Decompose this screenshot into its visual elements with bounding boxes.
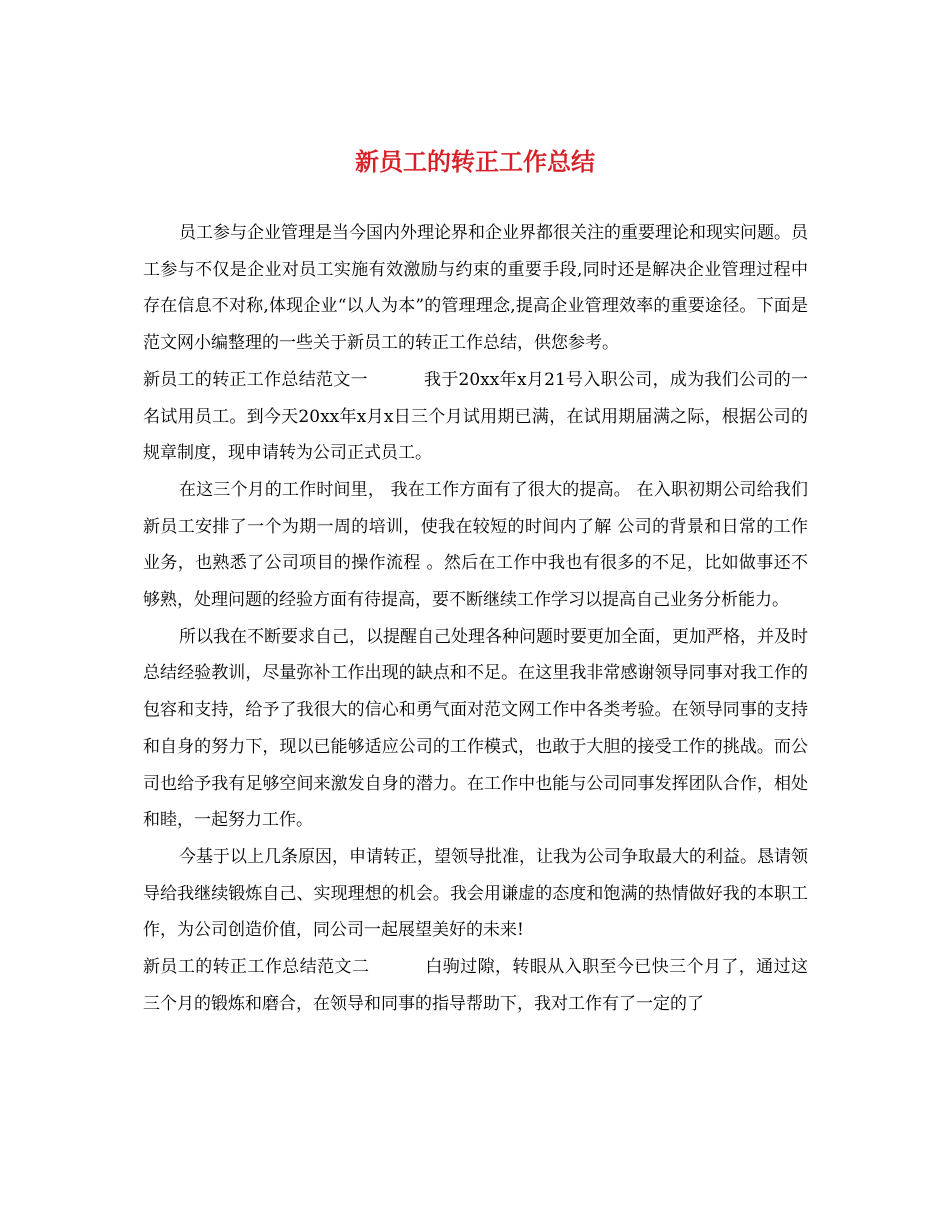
sample-one-heading: 新员工的转正工作总结范文一 — [143, 369, 368, 390]
work-progress-paragraph: 在这三个月的工作时间里， 我在工作方面有了很大的提高。 在入职初期公司给我们新员工安排了一个为期一周的培训，使我在较短的时间内了解 公司的背景和日常的工作业务，也熟悉了公司项目的操作流程 。然后在工作中我也有很多的不足，比如做事还不够熟，处理问题的经验方面有待提高，要不断继续工作学习以提高自己业务分析能力。 — [143, 479, 808, 611]
sample-two-text: 白驹过隙，转眼从入职至今已快三个月了，通过这三个月的锻炼和磨合，在领导和同事的指导帮助下，我对工作有了一定的了 — [143, 957, 809, 1014]
sample-one-paragraph — [143, 362, 808, 472]
sample-two-heading: 新员工的转正工作总结范文二 — [143, 957, 370, 978]
document-title: 新员工的转正工作总结 — [355, 147, 595, 176]
sample-two-paragraph — [143, 949, 808, 1022]
self-requirement-paragraph: 所以我在不断要求自己，以提醒自己处理各种问题时要更加全面，更加严格，并及时总结经验教训，尽量弥补工作出现的缺点和不足。在这里我非常感谢领导同事对我工作的包容和支持，给予了我很大的信心和勇气面对范文网工作中各类考验。在领导同事的支持和自身的努力下，现以已能够适应公司的工作模式，也敢于大胆的接受工作的挑战。而公司也给予我有足够空间来激发自身的潜力。在工作中也能与公司同事发挥团队合作，相处和睦，一起努力工作。 — [143, 626, 808, 831]
intro-paragraph: 员工参与企业管理是当今国内外理论界和企业界都很关注的重要理论和现实问题。员工参与不仅是企业对员工实施有效激励与约束的重要手段,同时还是解决企业管理过程中存在信息不对称,体现企业“以人为本”的管理理念,提高企业管理效率的重要途径。下面是范文网小编整理的一些关于新员工的转正工作总结，供您参考。 — [143, 223, 808, 354]
application-paragraph: 今基于以上几条原因，申请转正，望领导批准，让我为公司争取最大的利益。恳请领导给我继续锻炼自己、实现理想的机会。我会用谦虚的态度和饱满的热情做好我的本职工作，为公司创造价值，同公司一起展望美好的未来! — [143, 846, 808, 941]
document-body — [143, 215, 808, 1022]
sample-one-text: 我于20xx年x月21号入职公司，成为我们公司的一名试用员工。到今天20xx年x月x日三个月试用期已满，在试用期届满之际，根据公司的规章制度，现申请转为公司正式员工。 — [143, 369, 809, 464]
